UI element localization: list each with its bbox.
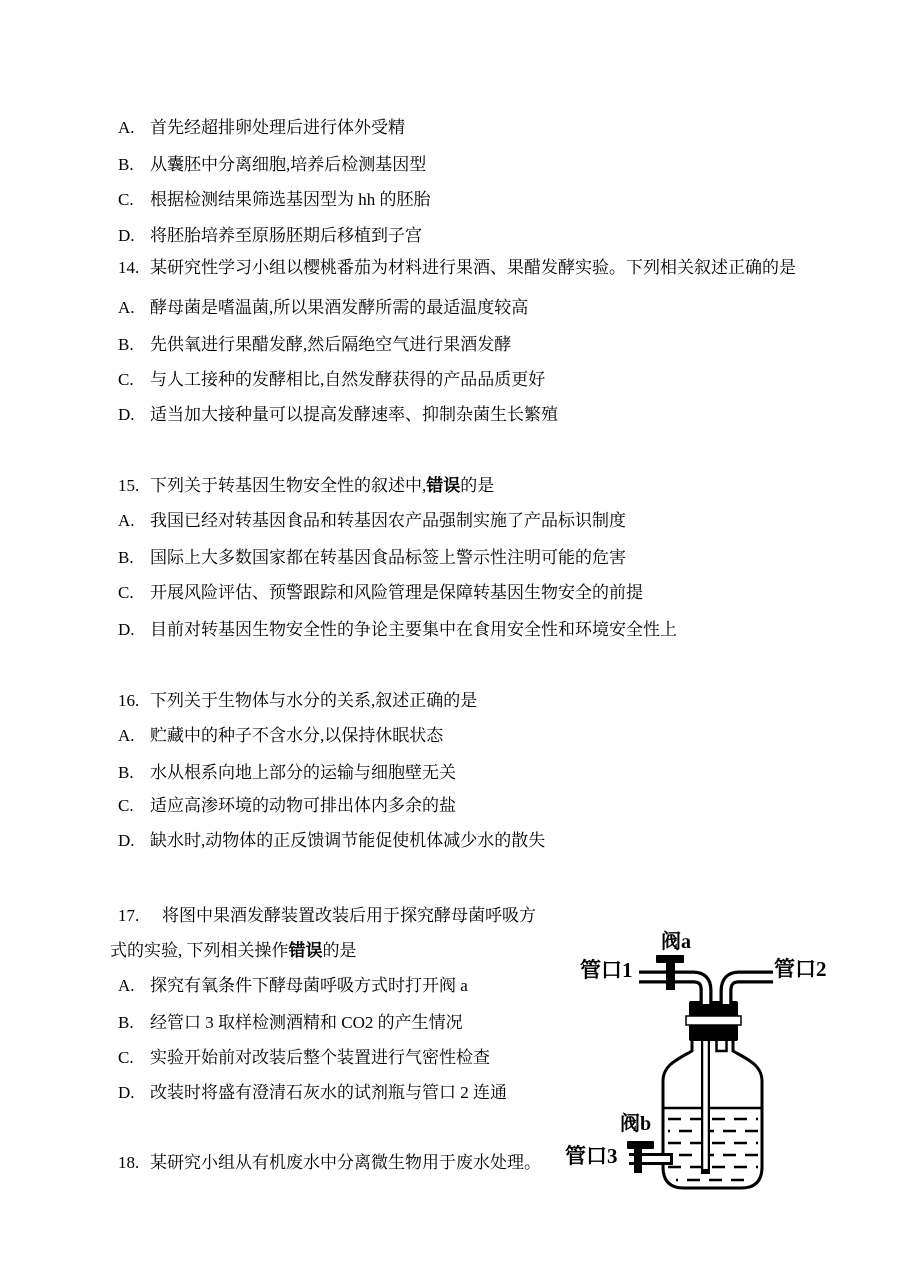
option-label: A.	[118, 298, 135, 317]
option-label: D.	[118, 1083, 135, 1102]
option-text: 贮藏中的种子不含水分,以保持休眠状态	[150, 726, 444, 745]
prev-question-option-b	[118, 155, 426, 175]
question-14-option-b	[118, 335, 511, 355]
stem-text: 将图中果酒发酵装置改装后用于探究酵母菌呼吸方	[162, 906, 536, 925]
port-3-label: 管口3	[565, 1144, 618, 1168]
prev-question-option-a	[118, 118, 405, 138]
option-text: 从囊胚中分离细胞,培养后检测基因型	[150, 155, 427, 174]
question-15-option-b	[118, 548, 626, 568]
question-number: 15.	[118, 476, 140, 495]
stem-text: 某研究性学习小组以樱桃番茄为材料进行果酒、果醋发酵实验。下列相关叙述正确的是	[150, 258, 796, 277]
prev-question-option-d	[118, 226, 422, 246]
option-label: C.	[118, 583, 134, 602]
port-1-label: 管口1	[580, 958, 633, 982]
stem-text: 下列关于转基因生物安全性的叙述中,错误的是	[150, 476, 495, 495]
option-text: 我国已经对转基因食品和转基因农产品强制实施了产品标识制度	[150, 511, 626, 530]
option-label: C.	[118, 1048, 134, 1067]
prev-question-option-c	[118, 190, 431, 210]
question-number: 14.	[118, 258, 140, 277]
option-label: B.	[118, 155, 134, 174]
valve-a-label: 阀a	[661, 931, 691, 953]
option-label: A.	[118, 511, 135, 530]
bottle-outline	[663, 1039, 762, 1188]
option-label: C.	[118, 190, 134, 209]
question-number: 17.	[118, 906, 140, 925]
question-15-option-a	[118, 511, 626, 531]
question-17-option-d	[118, 1083, 507, 1103]
question-15-option-c	[118, 583, 643, 603]
option-label: D.	[118, 405, 135, 424]
option-text: 目前对转基因生物安全性的争论主要集中在食用安全性和环境安全性上	[150, 620, 677, 639]
emphasis-wrong: 错误	[288, 941, 323, 960]
option-label: B.	[118, 548, 134, 567]
question-15-option-d	[118, 620, 677, 640]
option-label: A.	[118, 118, 135, 137]
question-number: 18.	[118, 1153, 140, 1172]
option-label: B.	[118, 335, 134, 354]
option-text: 与人工接种的发酵相比,自然发酵获得的产品品质更好	[150, 370, 546, 389]
option-label: B.	[118, 1013, 134, 1032]
option-text: 改装时将盛有澄清石灰水的试剂瓶与管口 2 连通	[150, 1083, 507, 1102]
option-text: 国际上大多数国家都在转基因食品标签上警示性注明可能的危害	[150, 548, 626, 567]
option-text: 经管口 3 取样检测酒精和 CO2 的产生情况	[150, 1013, 463, 1032]
question-17-stem-line2	[110, 941, 357, 961]
option-label: C.	[118, 370, 134, 389]
emphasis-wrong: 错误	[426, 476, 461, 495]
question-17-option-b	[118, 1013, 463, 1033]
option-label: A.	[118, 976, 135, 995]
option-text: 将胚胎培养至原肠胚期后移植到子宫	[150, 226, 422, 245]
question-15-stem	[118, 476, 494, 496]
question-16-option-a	[118, 726, 443, 746]
option-label: B.	[118, 763, 134, 782]
option-label: D.	[118, 620, 135, 639]
valve-a-stem	[666, 958, 675, 990]
option-text: 先供氧进行果醋发酵,然后隔绝空气进行果酒发酵	[150, 335, 512, 354]
question-number: 16.	[118, 691, 140, 710]
option-label: A.	[118, 726, 135, 745]
question-16-option-b	[118, 763, 456, 783]
option-text: 缺水时,动物体的正反馈调节能促使机体减少水的散失	[150, 831, 546, 850]
question-17-option-a	[118, 976, 468, 996]
option-text: 根据检测结果筛选基因型为 hh 的胚胎	[150, 190, 431, 209]
option-label: C.	[118, 796, 134, 815]
port-2-label: 管口2	[774, 957, 827, 981]
question-14-option-c	[118, 370, 545, 390]
option-text: 探究有氧条件下酵母菌呼吸方式时打开阀 a	[150, 976, 468, 995]
valve-b-stem	[634, 1144, 642, 1173]
option-text: 适应高渗环境的动物可排出体内多余的盐	[150, 796, 456, 815]
question-14-option-d	[118, 405, 558, 425]
question-16-option-d	[118, 831, 545, 851]
question-18-stem	[118, 1153, 541, 1173]
stem-text: 某研究小组从有机废水中分离微生物用于废水处理。	[150, 1153, 541, 1172]
option-text: 酵母菌是嗜温菌,所以果酒发酵所需的最适温度较高	[150, 298, 529, 317]
question-14-option-a	[118, 298, 528, 318]
question-16-stem	[118, 691, 477, 711]
option-label: D.	[118, 831, 135, 850]
option-text: 首先经超排卵处理后进行体外受精	[150, 118, 405, 137]
stem-text: 式的实验, 下列相关操作错误的是	[110, 941, 357, 960]
option-text: 实验开始前对改装后整个装置进行气密性检查	[150, 1048, 490, 1067]
question-16-option-c	[118, 796, 456, 816]
option-text: 开展风险评估、预警跟踪和风险管理是保障转基因生物安全的前提	[150, 583, 643, 602]
valve-b-label: 阀b	[620, 1113, 652, 1135]
stopper-band	[686, 1016, 741, 1025]
option-label: D.	[118, 226, 135, 245]
stem-text: 下列关于生物体与水分的关系,叙述正确的是	[150, 691, 478, 710]
option-text: 水从根系向地上部分的运输与细胞壁无关	[150, 763, 456, 782]
question-17-stem-line1	[118, 906, 536, 926]
question-17-option-c	[118, 1048, 490, 1068]
option-text: 适当加大接种量可以提高发酵速率、抑制杂菌生长繁殖	[150, 405, 558, 424]
question-14-stem	[118, 258, 796, 278]
